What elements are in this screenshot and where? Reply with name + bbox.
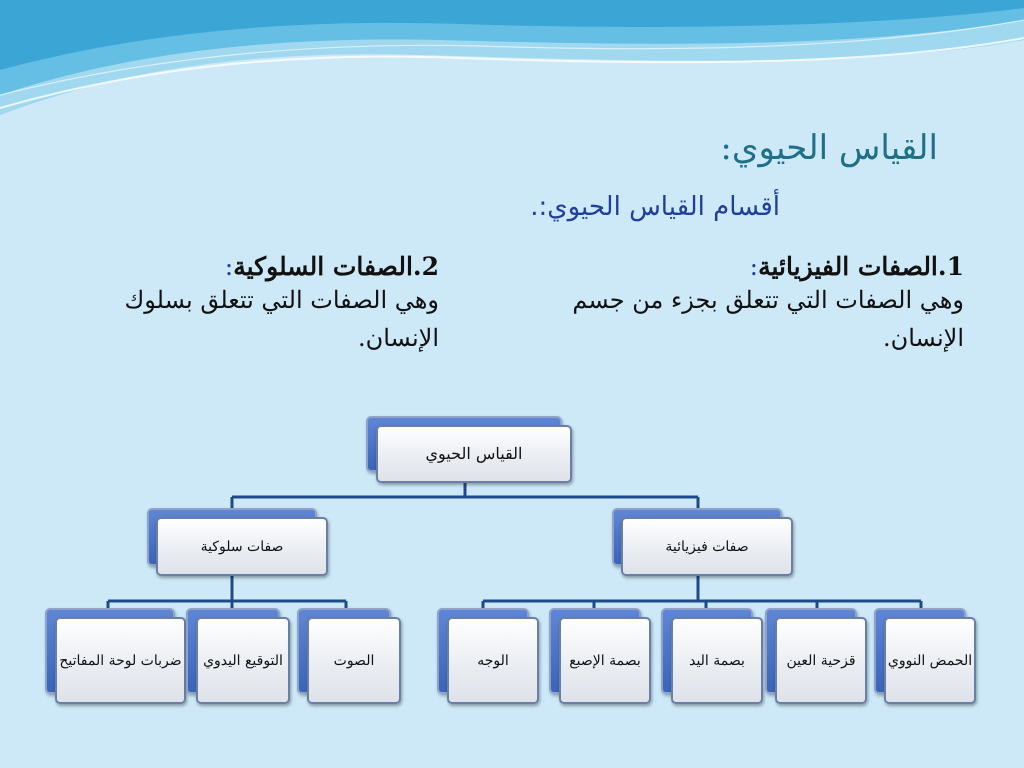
physical-description: وهي الصفات التي تتعلق بجزء من جسم الإنسان. (572, 286, 964, 352)
leaf-signature: التوقيع اليدوي (196, 617, 290, 704)
leaf-keystroke: ضربات لوحة المفاتيح (55, 617, 186, 704)
behavioral-heading-text: 2.الصفات السلوكية (233, 252, 439, 281)
leaf-voice: الصوت (307, 617, 401, 704)
root-node: القياس الحيوي (376, 425, 572, 483)
leaf-fingerprint: بصمة الإصبع (559, 617, 651, 704)
slide-subtitle: أقسام القياس الحيوي:. (530, 192, 780, 222)
leaf-face: الوجه (447, 617, 539, 704)
behavioral-heading-colon: : (224, 252, 234, 281)
behavioral-node: صفات سلوكية (156, 517, 328, 576)
leaf-handprint: بصمة اليد (671, 617, 763, 704)
behavioral-description: وهي الصفات التي تتعلق بسلوك الإنسان. (124, 286, 439, 352)
slide-title: القياس الحيوي: (720, 128, 938, 168)
physical-heading-colon: : (749, 252, 759, 281)
leaf-iris: قزحية العين (775, 617, 867, 704)
physical-node: صفات فيزيائية (621, 517, 793, 576)
physical-heading-text: 1.الصفات الفيزيائية (758, 252, 964, 281)
leaf-dna: الحمض النووي (884, 617, 976, 704)
